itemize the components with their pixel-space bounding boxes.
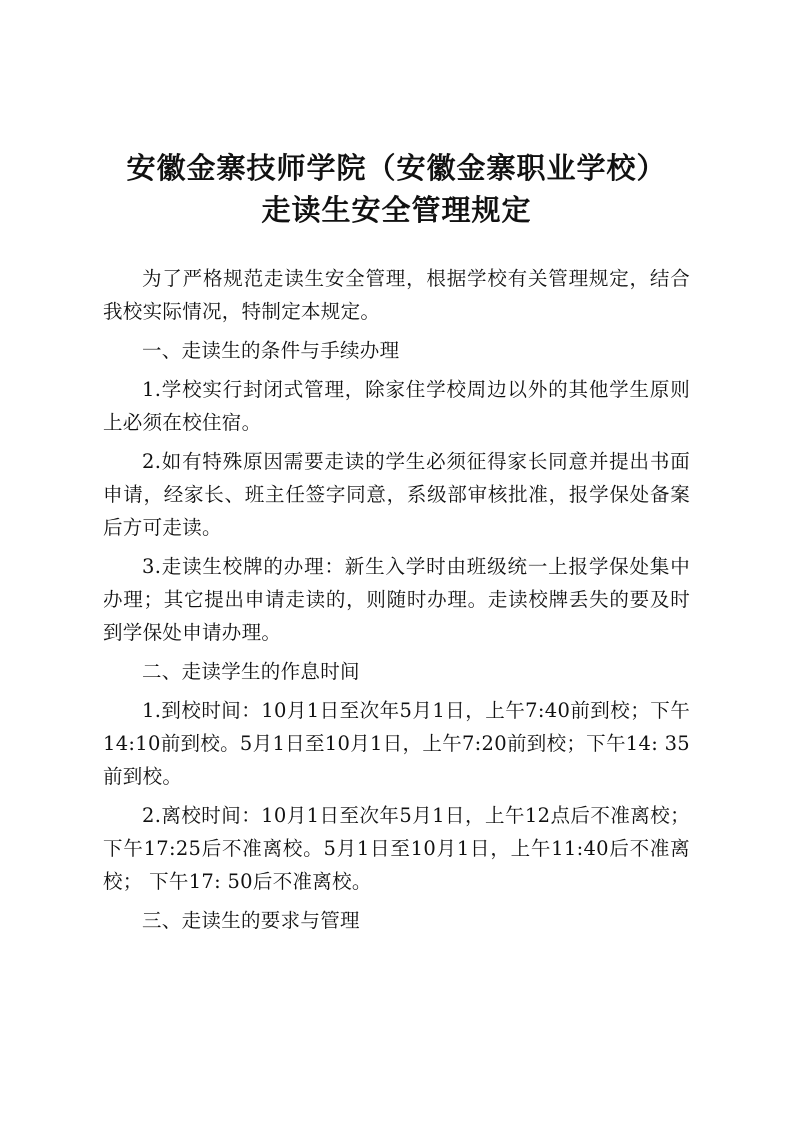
document-title-line2: 走读生安全管理规定 <box>261 193 532 227</box>
section2-item-2: 2.离校时间：10月1日至次年5月1日，上午12点后不准离校；下午17:25后不准离校。5月1日至10月1日，上午11:40后不准离校； 下午17: 50后不准离校。 <box>103 804 690 893</box>
section1-item-1: 1.学校实行封闭式管理，除家住学校周边以外的其他学生原则上必须在校住宿。 <box>103 378 690 434</box>
section-heading-3: 三、走读生的要求与管理 <box>142 909 360 932</box>
section2-item-1: 1.到校时间：10月1日至次年5月1日，上午7:40前到校；下午14:10前到校。5月1日至10月1日，上午7:20前到校；下午14: 35前到校。 <box>103 699 690 788</box>
section1-item-3: 3.走读生校牌的办理：新生入学时由班级统一上报学保处集中办理；其它提出申请走读的，则随时办理。走读校牌丢失的要及时到学保处申请办理。 <box>103 555 690 644</box>
document-body <box>103 262 690 937</box>
document-title-line1: 安徽金寨技师学院（安徽金寨职业学校） <box>126 151 667 185</box>
section-heading-1: 一、走读生的条件与手续办理 <box>142 339 400 362</box>
section-heading-2: 二、走读学生的作息时间 <box>142 660 360 683</box>
section1-item-2: 2.如有特殊原因需要走读的学生必须征得家长同意并提出书面申请，经家长、班主任签字同意，系级部审核批准，报学保处备案后方可走读。 <box>103 450 690 539</box>
intro-paragraph: 为了严格规范走读生安全管理，根据学校有关管理规定，结合我校实际情况，特制定本规定。 <box>103 267 690 323</box>
